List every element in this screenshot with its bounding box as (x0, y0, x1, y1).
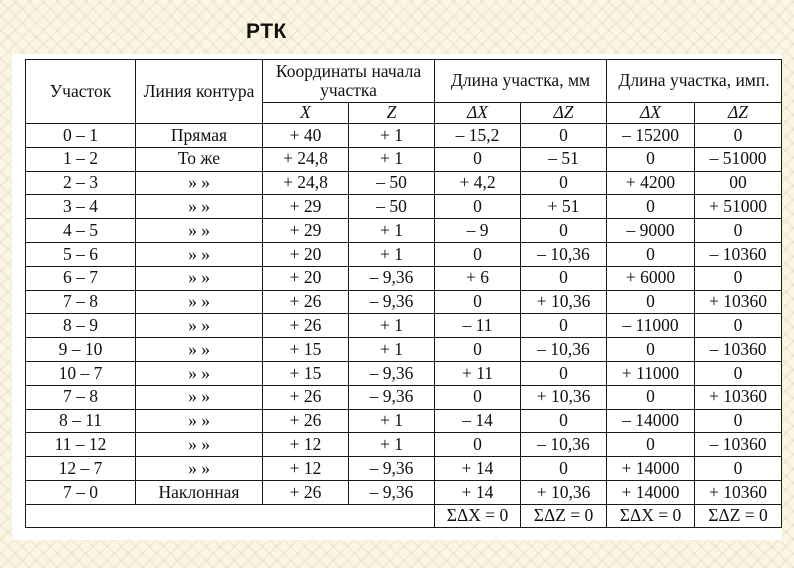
cell-dx-mm: + 14 (435, 457, 521, 481)
cell-z: – 9,36 (349, 266, 435, 290)
cell-dx-imp: – 11000 (607, 314, 695, 338)
header-coordinates: Координаты начала участка (263, 60, 435, 103)
cell-z: – 9,36 (349, 290, 435, 314)
cell-dx-imp: 0 (607, 338, 695, 362)
cell-contour-line: » » (136, 195, 263, 219)
cell-dz-imp: 0 (695, 457, 782, 481)
cell-x: + 26 (263, 480, 349, 504)
cell-z: – 50 (349, 171, 435, 195)
cell-segment: 9 – 10 (26, 338, 136, 362)
cell-dz-imp: + 10360 (695, 290, 782, 314)
cell-dz-mm: 0 (521, 409, 607, 433)
table-row (26, 385, 782, 409)
cell-dz-imp: 0 (695, 266, 782, 290)
cell-dx-imp: + 4200 (607, 171, 695, 195)
cell-dx-mm: + 14 (435, 480, 521, 504)
cell-dz-imp: + 51000 (695, 195, 782, 219)
cell-contour-line: » » (136, 242, 263, 266)
cell-x: + 24,8 (263, 171, 349, 195)
cell-dx-mm: 0 (435, 433, 521, 457)
cell-z: – 9,36 (349, 457, 435, 481)
cell-segment: 7 – 8 (26, 385, 136, 409)
table-row (26, 171, 782, 195)
cell-dz-mm: + 10,36 (521, 480, 607, 504)
cell-dx-mm: – 11 (435, 314, 521, 338)
header-contour-line: Линия контура (136, 60, 263, 124)
cell-dx-mm: – 9 (435, 219, 521, 243)
cell-contour-line: » » (136, 314, 263, 338)
cell-z: + 1 (349, 147, 435, 171)
cell-dx-imp: + 6000 (607, 266, 695, 290)
cell-dz-imp: 0 (695, 361, 782, 385)
table-row (26, 361, 782, 385)
cell-dx-mm: + 11 (435, 361, 521, 385)
cell-x: + 26 (263, 385, 349, 409)
cell-dz-imp: 0 (695, 219, 782, 243)
cell-z: + 1 (349, 433, 435, 457)
header-z: Z (349, 103, 435, 124)
cell-dz-mm: 0 (521, 124, 607, 148)
cell-contour-line: » » (136, 361, 263, 385)
header-segment: Участок (26, 60, 136, 124)
sum-dz-imp: ΣΔZ = 0 (695, 504, 782, 527)
cell-dx-imp: + 11000 (607, 361, 695, 385)
cell-contour-line: » » (136, 409, 263, 433)
cell-dz-mm: + 51 (521, 195, 607, 219)
cell-segment: 7 – 0 (26, 480, 136, 504)
table-row (26, 147, 782, 171)
cell-x: + 12 (263, 457, 349, 481)
cell-segment: 4 – 5 (26, 219, 136, 243)
cell-dx-mm: 0 (435, 385, 521, 409)
cell-dz-mm: – 10,36 (521, 338, 607, 362)
cell-z: – 9,36 (349, 385, 435, 409)
cell-contour-line: » » (136, 338, 263, 362)
table-row (26, 338, 782, 362)
header-x: X (263, 103, 349, 124)
cell-dz-mm: – 10,36 (521, 433, 607, 457)
slide-title: РТК (246, 20, 287, 43)
cell-segment: 5 – 6 (26, 242, 136, 266)
table-row (26, 219, 782, 243)
cell-contour-line: » » (136, 171, 263, 195)
cell-dz-mm: – 51 (521, 147, 607, 171)
cell-segment: 7 – 8 (26, 290, 136, 314)
cell-segment: 8 – 9 (26, 314, 136, 338)
cell-dz-imp: – 10360 (695, 433, 782, 457)
cell-dx-imp: 0 (607, 195, 695, 219)
cell-contour-line: » » (136, 433, 263, 457)
cell-segment: 6 – 7 (26, 266, 136, 290)
cell-dz-mm: 0 (521, 219, 607, 243)
cell-dz-imp: – 10360 (695, 242, 782, 266)
cell-x: + 12 (263, 433, 349, 457)
cell-x: + 15 (263, 361, 349, 385)
cell-dx-mm: – 14 (435, 409, 521, 433)
cell-segment: 3 – 4 (26, 195, 136, 219)
cell-dx-mm: 0 (435, 338, 521, 362)
cell-dz-imp: 0 (695, 314, 782, 338)
cell-segment: 1 – 2 (26, 147, 136, 171)
cell-dx-mm: 0 (435, 290, 521, 314)
cell-z: – 50 (349, 195, 435, 219)
cell-dx-imp: – 9000 (607, 219, 695, 243)
cell-dz-imp: 00 (695, 171, 782, 195)
cell-dx-mm: – 15,2 (435, 124, 521, 148)
header-dz-imp: ΔZ (695, 103, 782, 124)
cell-dx-imp: 0 (607, 385, 695, 409)
cell-x: + 29 (263, 219, 349, 243)
cell-dx-imp: 0 (607, 433, 695, 457)
sum-dx-imp: ΣΔX = 0 (607, 504, 695, 527)
cell-dx-imp: + 14000 (607, 457, 695, 481)
table-row (26, 480, 782, 504)
cell-x: + 15 (263, 338, 349, 362)
cell-z: + 1 (349, 409, 435, 433)
cell-contour-line: Наклонная (136, 480, 263, 504)
header-length-imp: Длина участка, имп. (607, 60, 782, 103)
rtk-table (25, 59, 782, 528)
header-length-mm: Длина участка, мм (435, 60, 607, 103)
cell-dx-imp: 0 (607, 242, 695, 266)
cell-dz-mm: 0 (521, 266, 607, 290)
cell-x: + 29 (263, 195, 349, 219)
cell-z: – 9,36 (349, 361, 435, 385)
cell-x: + 26 (263, 314, 349, 338)
header-dx-mm: ΔX (435, 103, 521, 124)
table-row (26, 266, 782, 290)
cell-dz-imp: – 10360 (695, 338, 782, 362)
cell-dz-imp: + 10360 (695, 480, 782, 504)
cell-dx-mm: 0 (435, 147, 521, 171)
cell-x: + 20 (263, 242, 349, 266)
cell-contour-line: » » (136, 290, 263, 314)
sum-dx-mm: ΣΔX = 0 (435, 504, 521, 527)
cell-dz-imp: + 10360 (695, 385, 782, 409)
cell-contour-line: » » (136, 219, 263, 243)
cell-dx-mm: 0 (435, 242, 521, 266)
cell-dx-imp: 0 (607, 147, 695, 171)
cell-segment: 0 – 1 (26, 124, 136, 148)
cell-z: + 1 (349, 219, 435, 243)
cell-z: + 1 (349, 338, 435, 362)
cell-segment: 2 – 3 (26, 171, 136, 195)
table-row (26, 314, 782, 338)
table-row (26, 457, 782, 481)
cell-segment: 10 – 7 (26, 361, 136, 385)
cell-dz-imp: 0 (695, 409, 782, 433)
cell-dz-mm: 0 (521, 457, 607, 481)
cell-dz-imp: – 51000 (695, 147, 782, 171)
cell-dx-imp: – 15200 (607, 124, 695, 148)
table-row (26, 433, 782, 457)
cell-contour-line: » » (136, 266, 263, 290)
cell-dz-mm: 0 (521, 361, 607, 385)
cell-dx-imp: 0 (607, 290, 695, 314)
cell-contour-line: » » (136, 385, 263, 409)
header-dx-imp: ΔX (607, 103, 695, 124)
cell-dx-mm: 0 (435, 195, 521, 219)
cell-contour-line: То же (136, 147, 263, 171)
cell-z: + 1 (349, 242, 435, 266)
cell-segment: 8 – 11 (26, 409, 136, 433)
cell-dz-mm: 0 (521, 314, 607, 338)
cell-x: + 26 (263, 409, 349, 433)
cell-dz-mm: 0 (521, 171, 607, 195)
cell-dz-mm: – 10,36 (521, 242, 607, 266)
cell-dz-mm: + 10,36 (521, 385, 607, 409)
table-row (26, 124, 782, 148)
table-row (26, 195, 782, 219)
cell-z: + 1 (349, 314, 435, 338)
cell-dz-imp: 0 (695, 124, 782, 148)
cell-x: + 24,8 (263, 147, 349, 171)
cell-dx-imp: + 14000 (607, 480, 695, 504)
cell-contour-line: » » (136, 457, 263, 481)
cell-dx-mm: + 4,2 (435, 171, 521, 195)
cell-dz-mm: + 10,36 (521, 290, 607, 314)
cell-segment: 12 – 7 (26, 457, 136, 481)
table-sheet (12, 54, 782, 540)
header-dz-mm: ΔZ (521, 103, 607, 124)
cell-x: + 20 (263, 266, 349, 290)
cell-z: + 1 (349, 124, 435, 148)
cell-dx-imp: – 14000 (607, 409, 695, 433)
table-row (26, 290, 782, 314)
cell-z: – 9,36 (349, 480, 435, 504)
table-row (26, 242, 782, 266)
cell-x: + 40 (263, 124, 349, 148)
cell-segment: 11 – 12 (26, 433, 136, 457)
cell-x: + 26 (263, 290, 349, 314)
sum-dz-mm: ΣΔZ = 0 (521, 504, 607, 527)
cell-dx-mm: + 6 (435, 266, 521, 290)
cell-contour-line: Прямая (136, 124, 263, 148)
sum-spacer (26, 504, 435, 527)
table-row (26, 409, 782, 433)
